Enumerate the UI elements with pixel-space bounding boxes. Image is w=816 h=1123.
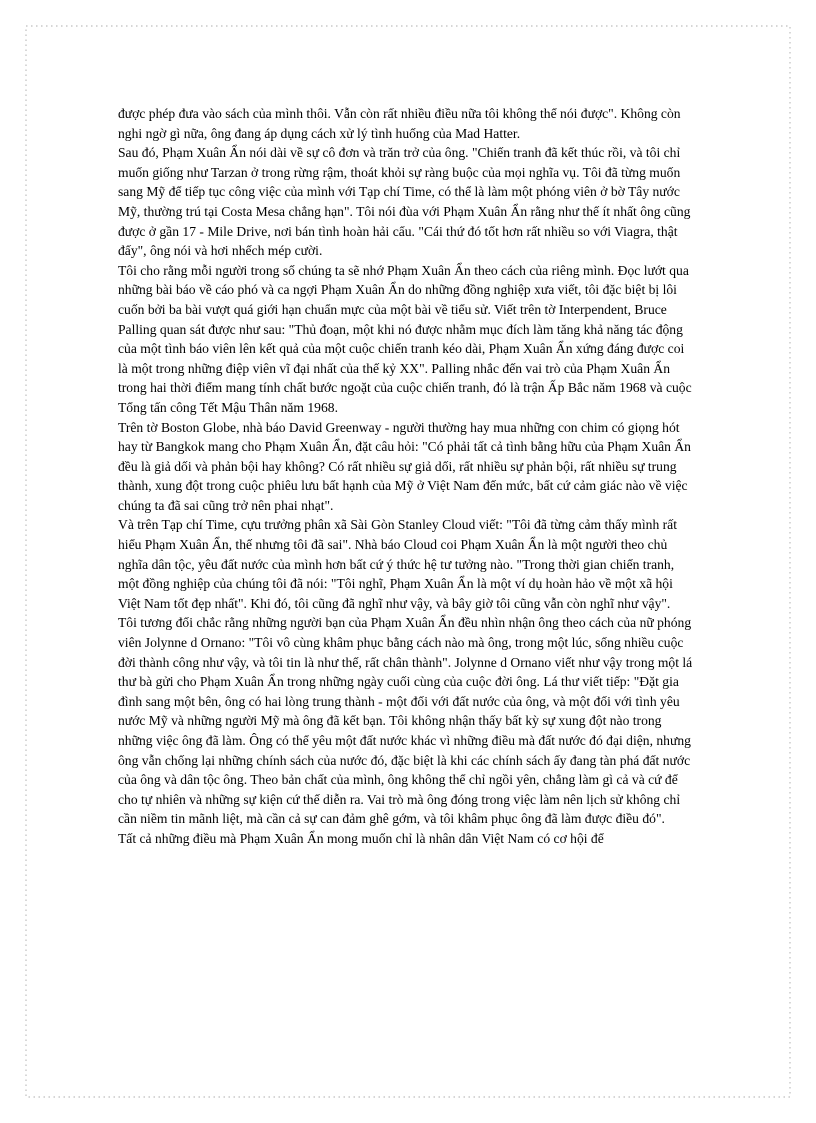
paragraph-1: được phép đưa vào sách của mình thôi. Vẫn còn rất nhiều điều nữa tôi không thể nói được". Không còn nghi ngờ gì nữa, ông đang áp dụng cách xử lý tình huống của Mad Hatter. bbox=[118, 106, 681, 141]
paragraph-2: Sau đó, Phạm Xuân Ẩn nói dài về sự cô đơn và trăn trở của ông. "Chiến tranh đã kết thúc rồi, và tôi chỉ muốn giống như Tarzan ở trong rừng rậm, thoát khỏi sự ràng buộc của mọi nghĩa vụ. Tôi đã từng muốn sang Mỹ để tiếp tục công việc của mình với Tạp chí Time, có thể là làm một phóng viên ở bờ Tây nước Mỹ, thường trú tại Costa Mesa chẳng hạn". Tôi nói đùa với Phạm Xuân Ẩn rằng như thế ít nhất ông cũng được ở gần 17 - Mile Drive, nơi bán tình hoàn hải cẩu. "Cái thứ đó tốt hơn rất nhiều so với Viagra, thật đấy", ông nói và hơi nhếch mép cười. bbox=[118, 145, 691, 259]
paragraph-6: Tôi tương đối chắc rằng những người bạn của Phạm Xuân Ẩn đều nhìn nhận ông theo cách của nữ phóng viên Jolynne d Ornano: "Tôi vô cùng khâm phục bằng cách nào mà ông, trong một lúc, sống nhiều cuộc đời thành công như vậy, và tôi tin là như thế, rất chân thành". Jolynne d Ornano viết như vậy trong một lá thư bà gửi cho Phạm Xuân Ẩn trong những ngày cuối cùng của cuộc đời ông. Lá thư viết tiếp: "Đặt gia đình sang một bên, ông có hai lòng trung thành - một đối với đất nước của ông, và một đối với tình yêu nước Mỹ và những người Mỹ mà ông đã kết bạn. Tôi không nhận thấy bất kỳ sự xung đột nào trong những việc ông đã làm. Ông có thể yêu một đất nước khác vì những điều mà đất nước đó đại diện, nhưng ông vẫn chống lại những chính sách của nước đó, đặc biệt là khi các chính sách ấy đang tàn phá đất nước của ông và dân tộc ông. Theo bản chất của mình, ông không thể chỉ ngồi yên, chẳng làm gì cả và cứ để cho tự nhiên và những sự kiện cứ thế diễn ra. Vai trò mà ông đóng trong việc làm nên lịch sử không chỉ cần niềm tin mãnh liệt, mà cần cả sự can đảm ghê gớm, và tôi khâm phục ông đã làm được điều đó". bbox=[118, 615, 693, 827]
paragraph-5: Và trên Tạp chí Time, cựu trưởng phân xã Sài Gòn Stanley Cloud viết: "Tôi đã từng cảm thấy mình rất hiểu Phạm Xuân Ẩn, thế nhưng tôi đã sai". Nhà báo Cloud coi Phạm Xuân Ẩn là một người theo chủ nghĩa dân tộc, yêu đất nước của mình hơn bất cứ ý thức hệ tư tưởng nào. "Trong thời gian chiến tranh, một đồng nghiệp của chúng tôi đã nói: "Tôi nghĩ, Phạm Xuân Ẩn là một ví dụ hoàn hảo về một xã hội Việt Nam tốt đẹp nhất". Khi đó, tôi cũng đã nghĩ như vậy, và bây giờ tôi cũng vẫn còn nghĩ như vậy". bbox=[118, 517, 677, 611]
paragraph-4: Trên tờ Boston Globe, nhà báo David Greenway - người thường hay mua những con chim có giọng hót hay từ Bangkok mang cho Phạm Xuân Ẩn, đặt câu hỏi: "Có phải tất cả tình bằng hữu của Phạm Xuân Ẩn đều là giả dối và phản bội hay không? Có rất nhiều sự giả dối, rất nhiều sự phản bội, rất nhiều sự trung thành, xung đột trong cuộc phiêu lưu bất hạnh của Mỹ ở Việt Nam đến mức, bất cứ cảm giác nào về việc chúng ta đã sai cũng trở nên phai nhạt". bbox=[118, 419, 691, 513]
paragraph-3: Tôi cho rằng mỗi người trong số chúng ta sẽ nhớ Phạm Xuân Ẩn theo cách của riêng mình. Đọc lướt qua những bài báo về cáo phó và ca ngợi Phạm Xuân Ẩn do những đồng nghiệp xưa viết, tôi đặc biệt bị lôi cuốn bởi ba bài vượt quá giới hạn chuẩn mực của một bài về tiểu sử. Viết trên tờ Interpendent, Bruce Palling quan sát được như sau: "Thủ đoạn, một khi nó được nhằm mục đích làm tăng khả năng tác động của một tình báo viên lên kết quả của một cuộc chiến tranh kéo dài, Phạm Xuân Ẩn xứng đáng được coi là một trong những điệp viên vĩ đại nhất của thế kỷ XX". Palling nhắc đến vai trò của Phạm Xuân Ẩn trong hai thời điểm mang tính chất bước ngoặt của cuộc chiến tranh, đó là trận Ấp Bắc năm 1968 và cuộc Tổng tấn công Tết Mậu Thân năm 1968. bbox=[118, 262, 692, 415]
body-text bbox=[118, 104, 696, 849]
paragraph-7: Tất cả những điều mà Phạm Xuân Ẩn mong muốn chỉ là nhân dân Việt Nam có cơ hội để bbox=[118, 830, 604, 846]
